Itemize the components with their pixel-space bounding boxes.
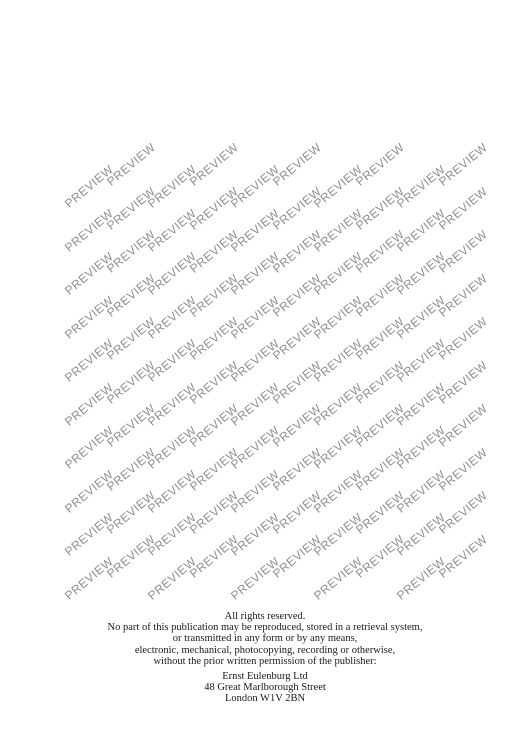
watermark-text: PREVIEW [269,444,324,494]
watermark-text: PREVIEW [269,140,324,189]
watermark-text: PREVIEW [186,357,241,407]
watermark-text: PREVIEW [186,401,241,450]
watermark-text: PREVIEW [311,249,366,298]
watermark-text: PREVIEW [103,314,158,363]
watermark-text: PREVIEW [311,162,366,211]
watermark-text: PREVIEW [394,510,449,559]
watermark-text: PREVIEW [394,162,449,211]
watermark-text: PREVIEW [228,379,283,429]
watermark-text: PREVIEW [145,162,200,211]
watermark-text: PREVIEW [228,553,283,603]
watermark-text: PREVIEW [352,183,407,233]
watermark-text: PREVIEW [311,336,366,385]
watermark-text: PREVIEW [435,227,490,276]
copyright-line: No part of this publication may be reproduced, stored in a retrieval system, [107,622,423,634]
watermark-text: PREVIEW [62,510,117,559]
watermark-text: PREVIEW [435,488,490,537]
watermark-text: PREVIEW [103,531,158,581]
watermark-text: PREVIEW [311,466,366,516]
watermark-text: PREVIEW [311,423,366,472]
watermark-text: PREVIEW [145,423,200,472]
watermark-text: PREVIEW [103,227,158,276]
watermark-text: PREVIEW [394,249,449,298]
watermark-text: PREVIEW [269,314,324,363]
watermark-text: PREVIEW [228,336,283,385]
watermark-text: PREVIEW [352,401,407,450]
watermark-text: PREVIEW [186,140,241,189]
copyright-line: or transmitted in any form or by any means, [172,633,358,645]
watermark-text: PREVIEW [62,466,117,516]
watermark-text: PREVIEW [145,292,200,342]
publisher-city: London W1V 2BN [224,693,306,705]
watermark-text: PREVIEW [186,270,241,320]
watermark-text: PREVIEW [311,292,366,342]
watermark-text: PREVIEW [228,423,283,472]
watermark-text: PREVIEW [311,379,366,429]
watermark-text: PREVIEW [435,444,490,494]
watermark-text: PREVIEW [352,357,407,407]
watermark-text: PREVIEW [394,423,449,472]
watermark-text: PREVIEW [352,488,407,537]
watermark-text: PREVIEW [352,270,407,320]
watermark-text: PREVIEW [145,553,200,603]
watermark-text: PREVIEW [145,205,200,255]
publisher-address [0,671,530,705]
watermark-text: PREVIEW [269,531,324,581]
publisher-name: Ernst Eulenburg Ltd [222,671,308,682]
watermark-text: PREVIEW [186,314,241,363]
watermark-text: PREVIEW [62,553,117,603]
watermark-text: PREVIEW [352,531,407,581]
watermark-text: PREVIEW [145,379,200,429]
watermark-text: PREVIEW [435,357,490,407]
watermark-text: PREVIEW [394,379,449,429]
watermark-text: PREVIEW [62,292,117,342]
watermark-text: PREVIEW [103,357,158,407]
watermark-text: PREVIEW [269,183,324,233]
watermark-text: PREVIEW [269,270,324,320]
watermark-text: PREVIEW [103,183,158,233]
watermark-text: PREVIEW [394,553,449,603]
watermark-text: PREVIEW [352,444,407,494]
watermark-text: PREVIEW [228,510,283,559]
watermark-text: PREVIEW [62,423,117,472]
watermark-text: PREVIEW [103,140,158,189]
watermark-text: PREVIEW [145,336,200,385]
copyright-line: electronic, mechanical, photocopying, recording or otherwise, [134,644,396,656]
watermark-text: PREVIEW [228,205,283,255]
watermark-text: PREVIEW [228,249,283,298]
watermark-text: PREVIEW [435,183,490,233]
watermark-text: PREVIEW [186,531,241,581]
watermark-text: PREVIEW [103,270,158,320]
watermark-text: PREVIEW [352,227,407,276]
watermark-text: PREVIEW [228,162,283,211]
watermark-text: PREVIEW [311,205,366,255]
watermark-text: PREVIEW [435,314,490,363]
watermark-text: PREVIEW [186,227,241,276]
watermark-text: PREVIEW [228,292,283,342]
watermark-text: PREVIEW [435,270,490,320]
copyright-notice [0,611,530,667]
watermark-text: PREVIEW [352,140,407,189]
watermark-text: PREVIEW [145,249,200,298]
watermark-text: PREVIEW [394,466,449,516]
watermark-text: PREVIEW [435,140,490,189]
watermark-text: PREVIEW [103,401,158,450]
watermark-text: PREVIEW [435,531,490,581]
watermark-text: PREVIEW [62,379,117,429]
watermark-text: PREVIEW [103,444,158,494]
watermark-text: PREVIEW [62,205,117,255]
watermark-text: PREVIEW [62,249,117,298]
watermark-text: PREVIEW [269,401,324,450]
watermark-text: PREVIEW [394,336,449,385]
watermark-text: PREVIEW [62,336,117,385]
watermark-text: PREVIEW [394,205,449,255]
copyright-line: without the prior written permission of the publisher: [153,655,377,667]
watermark-text: PREVIEW [269,227,324,276]
watermark-text: PREVIEW [228,466,283,516]
watermark-text: PREVIEW [186,183,241,233]
publisher-street: 48 Great Marlborough Street [204,682,326,694]
watermark-text: PREVIEW [269,357,324,407]
copyright-line: All rights reserved. [224,611,306,622]
watermark-text: PREVIEW [62,162,117,211]
watermark-text: PREVIEW [311,553,366,603]
watermark-text: PREVIEW [352,314,407,363]
watermark-text: PREVIEW [103,488,158,537]
watermark-text: PREVIEW [435,401,490,450]
watermark-text: PREVIEW [186,444,241,494]
watermark-text: PREVIEW [145,466,200,516]
watermark-text: PREVIEW [186,488,241,537]
watermark-text: PREVIEW [145,510,200,559]
watermark-text: PREVIEW [269,488,324,537]
watermark-text: PREVIEW [394,292,449,342]
watermark-text: PREVIEW [311,510,366,559]
